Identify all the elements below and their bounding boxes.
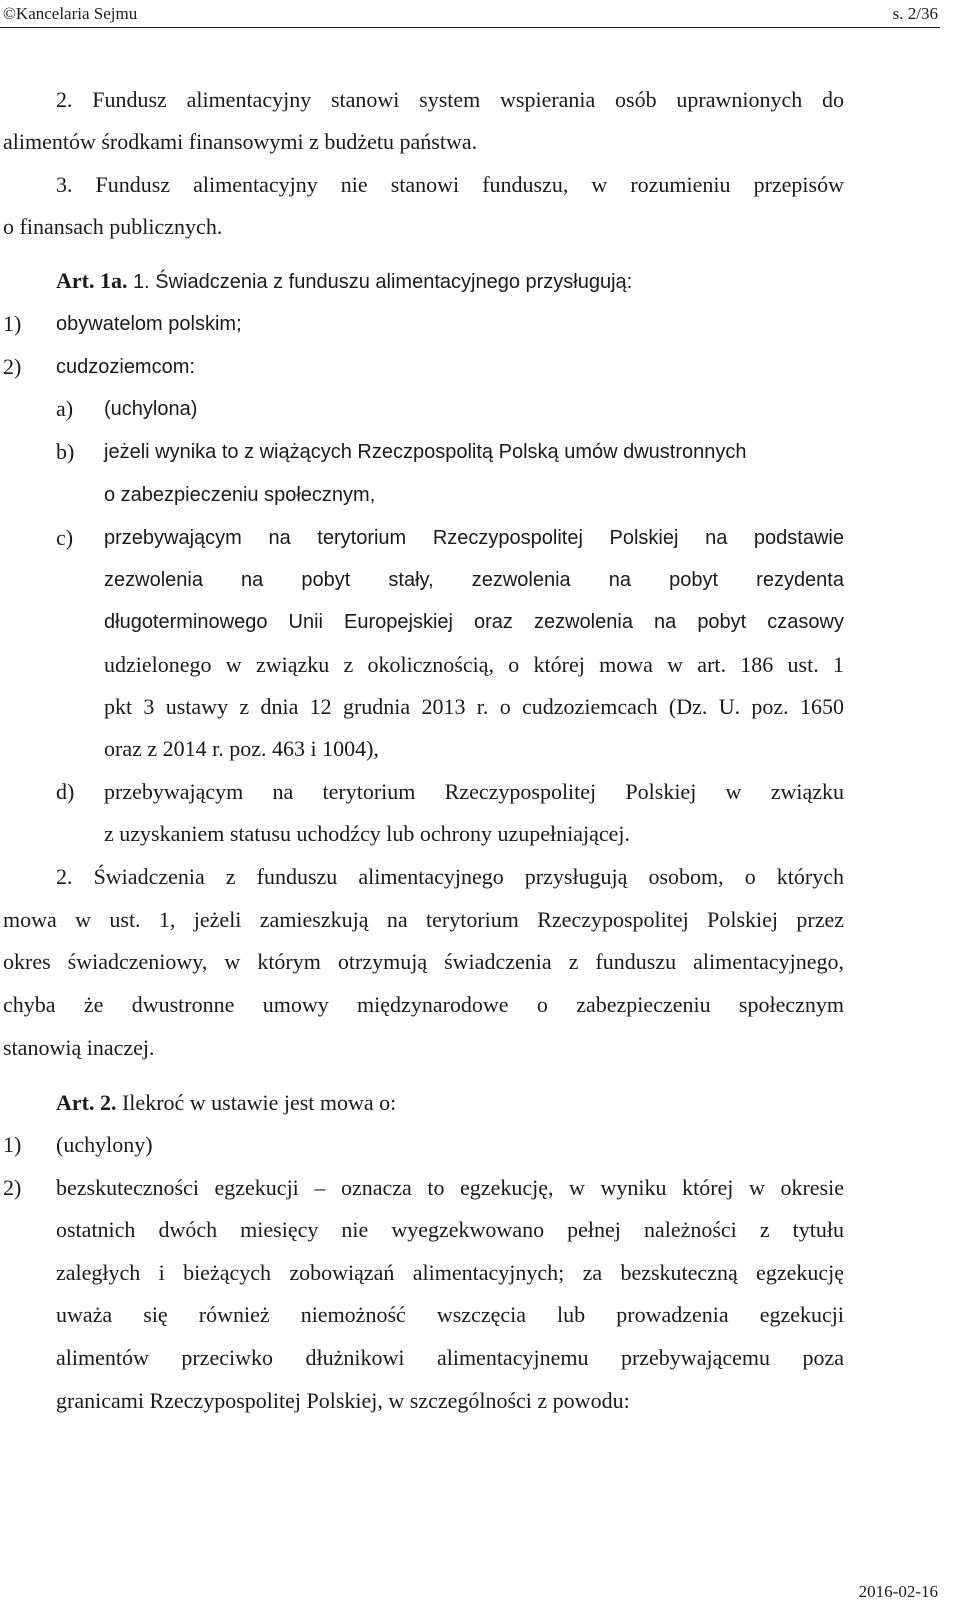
art2-item2-line4: uważa się również niemożność wszczęcia lub prowadzenia egzekucji: [56, 1302, 844, 1327]
art1a-letter-c-line4: udzielonego w związku z okolicznością, o której mowa w art. 186 ust. 1: [104, 652, 844, 677]
art1-p2-line2: alimentów środkami finansowymi z budżetu państwa.: [3, 129, 478, 154]
art1a-item1-number: 1): [3, 311, 22, 336]
art2-item2-line3: zaległych i bieżących zobowiązań alimentacyjnych; za bezskuteczną egzekucję: [56, 1260, 844, 1285]
art1a-p2-line5: stanowią inaczej.: [3, 1035, 155, 1060]
art2-item2-line6: granicami Rzeczypospolitej Polskiej, w szczególności z powodu:: [56, 1388, 630, 1413]
art1a-intro: Art. 1a. 1. Świadczenia z funduszu alimentacyjnego przysługują:: [56, 268, 633, 293]
footer-date: 2016-02-16: [858, 1582, 938, 1601]
art2-item2-line2: ostatnich dwóch miesięcy nie wyegzekwowano pełnej należności z tytułu: [56, 1217, 844, 1242]
art1a-letter-b-line1: jeżeli wynika to z wiążących Rzeczpospolitą Polską umów dwustronnych: [104, 441, 747, 463]
art1a-heading: Art. 1a.: [56, 268, 128, 293]
art2-heading: Art. 2.: [56, 1090, 117, 1115]
art1a-letter-c-line1: przebywającym na terytorium Rzeczypospolitej Polskiej na podstawie: [104, 527, 844, 549]
art1a-item2-text: cudzoziemcom:: [56, 356, 195, 378]
art1a-p2-line3: okres świadczeniowy, w którym otrzymują świadczenia z funduszu alimentacyjnego,: [3, 949, 844, 974]
art2-item1-number: 1): [3, 1132, 22, 1157]
art1a-letter-a-label: a): [56, 396, 74, 421]
art1-p3-line2: o finansach publicznych.: [3, 214, 223, 239]
art1a-letter-d-line2: z uzyskaniem statusu uchodźcy lub ochrony uzupełniającej.: [104, 821, 630, 846]
art1a-letter-d-line1: przebywającym na terytorium Rzeczypospolitej Polskiej w związku: [104, 779, 844, 804]
art1-p2-line1: 2. Fundusz alimentacyjny stanowi system wspierania osób uprawnionych do: [56, 87, 844, 112]
art1a-letter-c-line5: pkt 3 ustawy z dnia 12 grudnia 2013 r. o cudzoziemcach (Dz. U. poz. 1650: [104, 694, 844, 719]
art1a-p2-line1: 2. Świadczenia z funduszu alimentacyjnego przysługują osobom, o których: [56, 864, 844, 889]
header-divider: [0, 27, 940, 28]
art2-item2-line1: bezskuteczności egzekucji – oznacza to egzekucję, w wyniku której w okresie: [56, 1175, 844, 1200]
art1a-item1-text: obywatelom polskim;: [56, 313, 242, 335]
art1a-item2-number: 2): [3, 354, 22, 379]
art1a-letter-c-line6: oraz z 2014 r. poz. 463 i 1004),: [104, 736, 379, 761]
art1a-letter-c-line3: długoterminowego Unii Europejskiej oraz zezwolenia na pobyt czasowy: [104, 611, 844, 633]
art2-item1-text: (uchylony): [56, 1132, 153, 1157]
page-header: [0, 0, 960, 30]
art2-item2-number: 2): [3, 1175, 22, 1200]
art1a-letter-c-line2: zezwolenia na pobyt stały, zezwolenia na pobyt rezydenta: [104, 569, 844, 591]
header-page-number: s. 2/36: [892, 4, 938, 23]
art1a-letter-a-text: (uchylona): [104, 398, 198, 420]
art1a-p2-line4: chyba że dwustronne umowy międzynarodowe o zabezpieczeniu społecznym: [3, 992, 844, 1017]
header-publisher: ©Kancelaria Sejmu: [3, 4, 138, 23]
art1a-letter-d-label: d): [56, 779, 75, 804]
art1-p3-line1: 3. Fundusz alimentacyjny nie stanowi funduszu, w rozumieniu przepisów: [56, 172, 844, 197]
art1a-letter-c-label: c): [56, 525, 74, 550]
art1a-letter-b-label: b): [56, 439, 75, 464]
art1a-p2-line2: mowa w ust. 1, jeżeli zamieszkują na terytorium Rzeczypospolitej Polskiej przez: [3, 907, 844, 932]
art2-item2-line5: alimentów przeciwko dłużnikowi alimentacyjnemu przebywającemu poza: [56, 1345, 844, 1370]
art2-intro: Art. 2. Ilekroć w ustawie jest mowa o:: [56, 1090, 397, 1115]
art1a-letter-b-line2: o zabezpieczeniu społecznym,: [104, 484, 376, 506]
